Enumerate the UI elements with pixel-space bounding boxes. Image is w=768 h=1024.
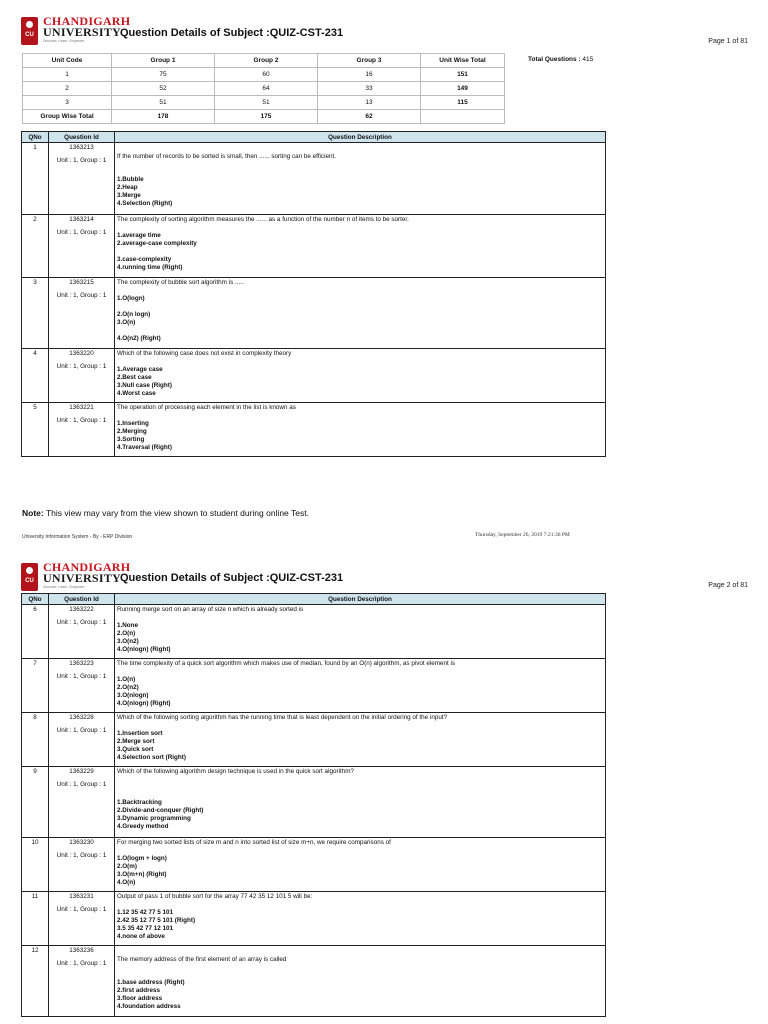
question-unit: Unit : 1, Group : 1 <box>56 229 107 236</box>
question-option: 1.12 35 42 77 5 101 <box>117 909 174 916</box>
summary-row <box>23 82 505 96</box>
question-text: The operation of processing each element in the list is known as <box>117 404 296 411</box>
cell: 3 <box>23 96 112 110</box>
question-option: 3.Quick sort <box>117 746 154 753</box>
question-text: Running merge sort on an array of size n which is already sorted is <box>117 606 304 613</box>
university-logo <box>21 16 131 47</box>
question-id: 1363230 <box>69 839 94 846</box>
cell: 51 <box>215 96 318 110</box>
logo-line-1: CHANDIGARH <box>43 562 131 574</box>
cell: 62 <box>318 110 421 124</box>
question-option: 1.average time <box>117 232 161 239</box>
logo-line-2: UNIVERSITY <box>43 27 121 39</box>
col-group-3: Group 3 <box>318 54 421 68</box>
col-qno: QNo <box>22 594 49 605</box>
question-row <box>22 659 606 713</box>
question-option: 2.Merging <box>117 428 147 435</box>
question-id: 1363215 <box>69 279 94 286</box>
question-id: 1363220 <box>69 350 94 357</box>
question-unit: Unit : 1, Group : 1 <box>56 852 107 859</box>
question-unit: Unit : 1, Group : 1 <box>56 363 107 370</box>
question-number: 4 <box>22 349 49 403</box>
question-option: 2.O(n logn) <box>117 311 151 318</box>
question-text: Output of pass 1 of bubble sort for the array 77 42 35 12 101 5 will be: <box>117 893 313 900</box>
page-title: Question Details of Subject :QUIZ-CST-231 <box>120 27 344 39</box>
question-option: 4.O(n2) (Right) <box>117 335 161 342</box>
question-unit: Unit : 1, Group : 1 <box>56 157 107 164</box>
question-option: 3.Merge <box>117 192 141 199</box>
question-option: 1.O(logn) <box>117 295 145 302</box>
university-seal-icon: CU <box>21 563 38 591</box>
total-questions-label: Total Questions : <box>528 56 581 63</box>
question-row <box>22 892 606 946</box>
question-option: 1.Average case <box>117 366 163 373</box>
question-row <box>22 349 606 403</box>
cell: 175 <box>215 110 318 124</box>
question-id: 1363214 <box>69 216 94 223</box>
page-number: Page 1 of 81 <box>708 38 748 45</box>
note-text: This view may vary from the view shown to student during online Test. <box>43 508 309 518</box>
question-unit: Unit : 1, Group : 1 <box>56 906 107 913</box>
question-option: 2.O(n2) <box>117 684 139 691</box>
question-text: If the number of records to be sorted is small, then ...... sorting can be efficient. <box>117 153 336 160</box>
question-id: 1363213 <box>69 144 94 151</box>
note <box>22 508 309 518</box>
cell: 33 <box>318 82 421 96</box>
question-option: 2.42 35 12 77 5 101 (Right) <box>117 917 196 924</box>
question-option: 2.Merge sort <box>117 738 155 745</box>
question-number: 11 <box>22 892 49 946</box>
footer-left: University Information System - By - ERP Division <box>22 534 133 540</box>
cell: 60 <box>215 68 318 82</box>
question-option: 3.Sorting <box>117 436 145 443</box>
question-option: 4.O(nlogn) (Right) <box>117 646 171 653</box>
col-unit-code: Unit Code <box>23 54 112 68</box>
question-unit: Unit : 1, Group : 1 <box>56 292 107 299</box>
cell: 178 <box>112 110 215 124</box>
question-option: 2.first address <box>117 987 161 994</box>
question-option: 1.Insertion sort <box>117 730 163 737</box>
question-option: 3.O(n) <box>117 319 136 326</box>
question-table-header <box>22 132 606 143</box>
question-unit: Unit : 1, Group : 1 <box>56 960 107 967</box>
question-text: Which of the following case does not exist in complexity theory <box>117 350 292 357</box>
question-id: 1363222 <box>69 606 94 613</box>
logo-line-1: CHANDIGARH <box>43 16 131 28</box>
question-option: 3.5 35 42 77 12 101 <box>117 925 174 932</box>
question-id: 1363228 <box>69 714 94 721</box>
cell: 1 <box>23 68 112 82</box>
question-option: 1.Inserting <box>117 420 149 427</box>
question-option: 3.O(m+n) (Right) <box>117 871 167 878</box>
cell: 75 <box>112 68 215 82</box>
logo-tagline: Discover. Learn. Empower. <box>43 39 85 43</box>
question-option: 3.floor address <box>117 995 163 1002</box>
question-number: 8 <box>22 713 49 767</box>
question-unit: Unit : 1, Group : 1 <box>56 619 107 626</box>
question-row <box>22 605 606 659</box>
question-number: 12 <box>22 946 49 1017</box>
summary-total-row <box>23 110 505 124</box>
question-option: 4.Selection sort (Right) <box>117 754 186 761</box>
question-number: 9 <box>22 767 49 838</box>
question-option: 4.Selection (Right) <box>117 200 173 207</box>
summary-header-row <box>23 54 505 68</box>
question-option: 4.O(nlogn) (Right) <box>117 700 171 707</box>
question-option: 4.Worst case <box>117 390 156 397</box>
cell: 13 <box>318 96 421 110</box>
question-text: For merging two sorted lists of size m and n into sorted list of size m+n, we require comparisons of <box>117 839 391 846</box>
cell: 2 <box>23 82 112 96</box>
question-unit: Unit : 1, Group : 1 <box>56 417 107 424</box>
question-row <box>22 767 606 838</box>
question-option: 2.O(m) <box>117 863 137 870</box>
question-option: 3.case-complexity <box>117 256 172 263</box>
summary-table <box>22 53 505 124</box>
question-row <box>22 713 606 767</box>
question-option: 3.Dynamic programming <box>117 815 191 822</box>
cell <box>421 110 505 124</box>
question-option: 4.none of above <box>117 933 165 940</box>
logo-line-2: UNIVERSITY <box>43 573 121 585</box>
question-row <box>22 946 606 1017</box>
footer-date: Thursday, September 26, 2019 7:21:36 PM <box>475 532 570 538</box>
question-row <box>22 278 606 349</box>
page-title: Question Details of Subject :QUIZ-CST-231 <box>120 572 344 584</box>
question-id: 1363221 <box>69 404 94 411</box>
col-question-description: Question Description <box>115 132 606 143</box>
col-unit-total: Unit Wise Total <box>421 54 505 68</box>
question-number: 7 <box>22 659 49 713</box>
question-option: 4.Greedy method <box>117 823 169 830</box>
total-questions-value: 415 <box>582 56 594 63</box>
question-id: 1363236 <box>69 947 94 954</box>
question-option: 1.Bubble <box>117 176 144 183</box>
question-unit: Unit : 1, Group : 1 <box>56 673 107 680</box>
question-number: 5 <box>22 403 49 457</box>
question-text: Which of the following sorting algorithm has the running time that is least dependent on the initial ordering of the input? <box>117 714 448 721</box>
question-option: 2.Best case <box>117 374 152 381</box>
question-number: 1 <box>22 143 49 215</box>
question-option: 2.O(n) <box>117 630 136 637</box>
question-option: 1.O(logm + logn) <box>117 855 167 862</box>
total-questions <box>528 56 593 63</box>
cell: 52 <box>112 82 215 96</box>
question-option: 4.O(n) <box>117 879 136 886</box>
logo-tagline: Discover. Learn. Empower. <box>43 585 85 589</box>
question-option: 1.base address (Right) <box>117 979 185 986</box>
question-option: 3.O(n2) <box>117 638 139 645</box>
university-logo <box>21 562 131 593</box>
question-option: 1.O(n) <box>117 676 136 683</box>
cell: 151 <box>421 68 505 82</box>
cell: 16 <box>318 68 421 82</box>
question-number: 10 <box>22 838 49 892</box>
summary-row <box>23 96 505 110</box>
question-option: 3.Null case (Right) <box>117 382 172 389</box>
col-group-2: Group 2 <box>215 54 318 68</box>
university-seal-icon: CU <box>21 17 38 45</box>
question-option: 2.Divide-and-conquer (Right) <box>117 807 204 814</box>
question-row <box>22 215 606 278</box>
question-table-page-1 <box>21 131 606 457</box>
question-id: 1363223 <box>69 660 94 667</box>
question-row <box>22 403 606 457</box>
question-option: 1.Backtracking <box>117 799 162 806</box>
cell: Group Wise Total <box>23 110 112 124</box>
col-question-id: Question Id <box>49 594 115 605</box>
question-table-page-2 <box>21 593 606 1017</box>
cell: 149 <box>421 82 505 96</box>
question-text: The memory address of the first element of an array is called <box>117 956 287 963</box>
question-option: 3.O(nlogn) <box>117 692 149 699</box>
question-text: The time complexity of a quick sort algorithm which makes use of median, found by an O(n) algorithm, as pivot element is <box>117 660 456 667</box>
summary-row <box>23 68 505 82</box>
question-option: 4.foundation address <box>117 1003 181 1010</box>
col-question-description: Question Description <box>115 594 606 605</box>
question-number: 3 <box>22 278 49 349</box>
question-unit: Unit : 1, Group : 1 <box>56 781 107 788</box>
col-group-1: Group 1 <box>112 54 215 68</box>
question-option: 4.Traversal (Right) <box>117 444 172 451</box>
question-number: 6 <box>22 605 49 659</box>
question-text: The complexity of bubble sort algorithm is ..... <box>117 279 244 286</box>
question-option: 1.None <box>117 622 138 629</box>
cell: 51 <box>112 96 215 110</box>
question-text: The complexity of sorting algorithm measures the ...... as a function of the number n of items to be sorter. <box>117 216 409 223</box>
question-number: 2 <box>22 215 49 278</box>
question-text: Which of the following algorithm design technique is used in the quick sort algorithm? <box>117 768 354 775</box>
col-question-id: Question Id <box>49 132 115 143</box>
cell: 64 <box>215 82 318 96</box>
question-id: 1363229 <box>69 768 94 775</box>
question-option: 2.Heap <box>117 184 138 191</box>
question-id: 1363231 <box>69 893 94 900</box>
page-number: Page 2 of 81 <box>708 582 748 589</box>
question-option: 2.average-case complexity <box>117 240 197 247</box>
question-option: 4.running time (Right) <box>117 264 183 271</box>
col-qno: QNo <box>22 132 49 143</box>
question-table-header <box>22 594 606 605</box>
question-row <box>22 838 606 892</box>
note-label: Note: <box>22 508 44 518</box>
question-unit: Unit : 1, Group : 1 <box>56 727 107 734</box>
question-row <box>22 143 606 215</box>
cell: 115 <box>421 96 505 110</box>
